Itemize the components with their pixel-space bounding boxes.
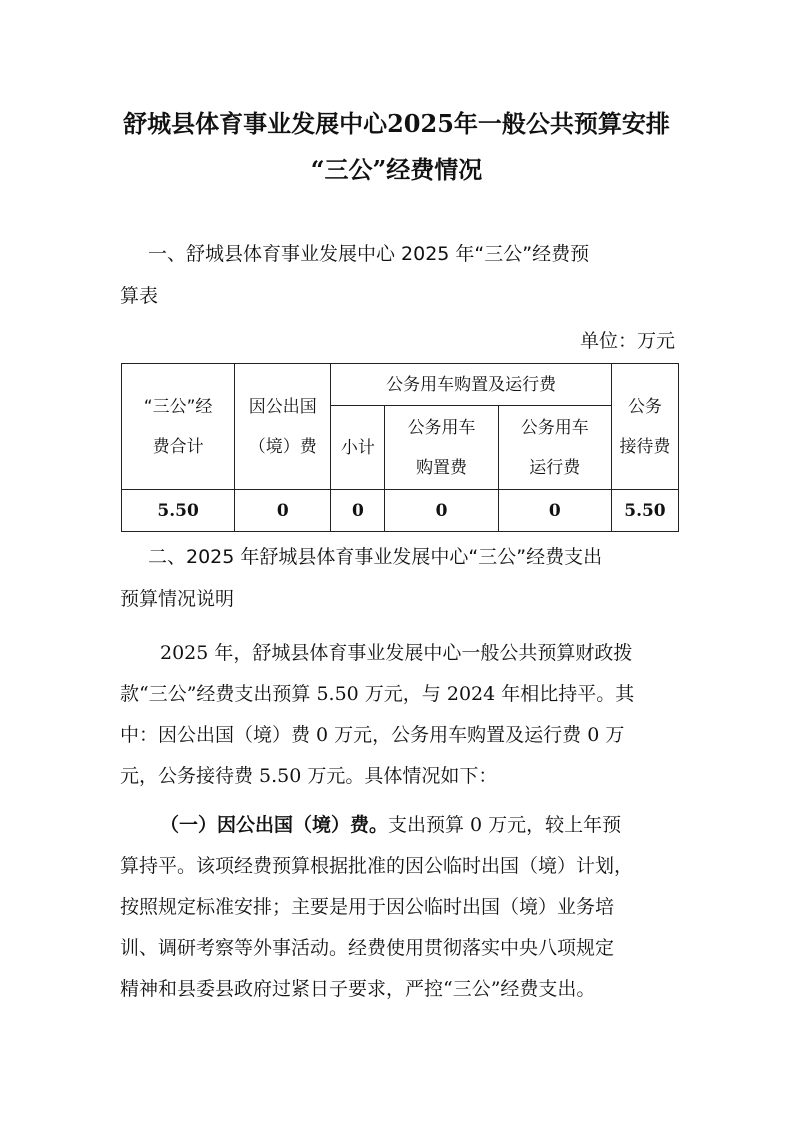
paragraph-line: 按照规定标准安排；主要是用于因公临时出国（境）业务培	[120, 896, 615, 918]
paragraph-line: 款“三公”经费支出预算 5.50 万元，与 2024 年相比持平。其	[120, 683, 635, 705]
cell-total: 5.50	[122, 490, 235, 532]
cell-operate: 0	[498, 490, 611, 532]
paragraph-line: 支出预算 0 万元，较上年预	[388, 814, 622, 836]
unit-label: 单位：万元	[579, 330, 675, 352]
section2-heading-line2: 预算情况说明	[120, 588, 235, 610]
paragraph-line: 元，公务接待费 5.50 万元。具体情况如下：	[120, 765, 498, 787]
paragraph-line: 训、调研考察等外事活动。经费使用贯彻落实中央八项规定	[120, 937, 615, 959]
header-abroad: 因公出国 （境）费	[235, 364, 331, 490]
cell-abroad: 0	[235, 490, 331, 532]
header-subtotal: 小计	[331, 406, 385, 490]
cell-reception: 5.50	[611, 490, 678, 532]
paragraph-line: 2025 年，舒城县体育事业发展中心一般公共预算财政拨	[160, 642, 633, 664]
budget-table	[121, 363, 679, 532]
subsection-line	[160, 810, 720, 837]
document-title-line2: “三公”经费情况	[310, 155, 483, 184]
paragraph-line: 中：因公出国（境）费 0 万元，公务用车购置及运行费 0 万	[120, 724, 625, 746]
header-vehicle-operate: 公务用车 运行费	[498, 406, 611, 490]
cell-purchase: 0	[385, 490, 498, 532]
document-title-line1: 舒城县体育事业发展中心2025年一般公共预算安排	[123, 109, 670, 138]
table-row	[122, 490, 679, 532]
header-total: “三公”经 费合计	[122, 364, 235, 490]
cell-subtotal: 0	[331, 490, 385, 532]
paragraph-line: 精神和县委县政府过紧日子要求，严控“三公”经费支出。	[120, 978, 596, 1000]
header-reception: 公务 接待费	[611, 364, 678, 490]
subsection-title: （一）因公出国（境）费。	[160, 814, 389, 836]
header-vehicle: 公务用车购置及运行费	[331, 364, 612, 406]
section1-heading-line1: 一、舒城县体育事业发展中心 2025 年“三公”经费预	[148, 243, 590, 265]
section1-heading-line2: 算表	[120, 285, 159, 307]
header-vehicle-purchase: 公务用车 购置费	[385, 406, 498, 490]
paragraph-line: 算持平。该项经费预算根据批准的因公临时出国（境）计划，	[120, 855, 634, 877]
section2-heading-line1: 二、2025 年舒城县体育事业发展中心“三公”经费支出	[148, 546, 603, 568]
